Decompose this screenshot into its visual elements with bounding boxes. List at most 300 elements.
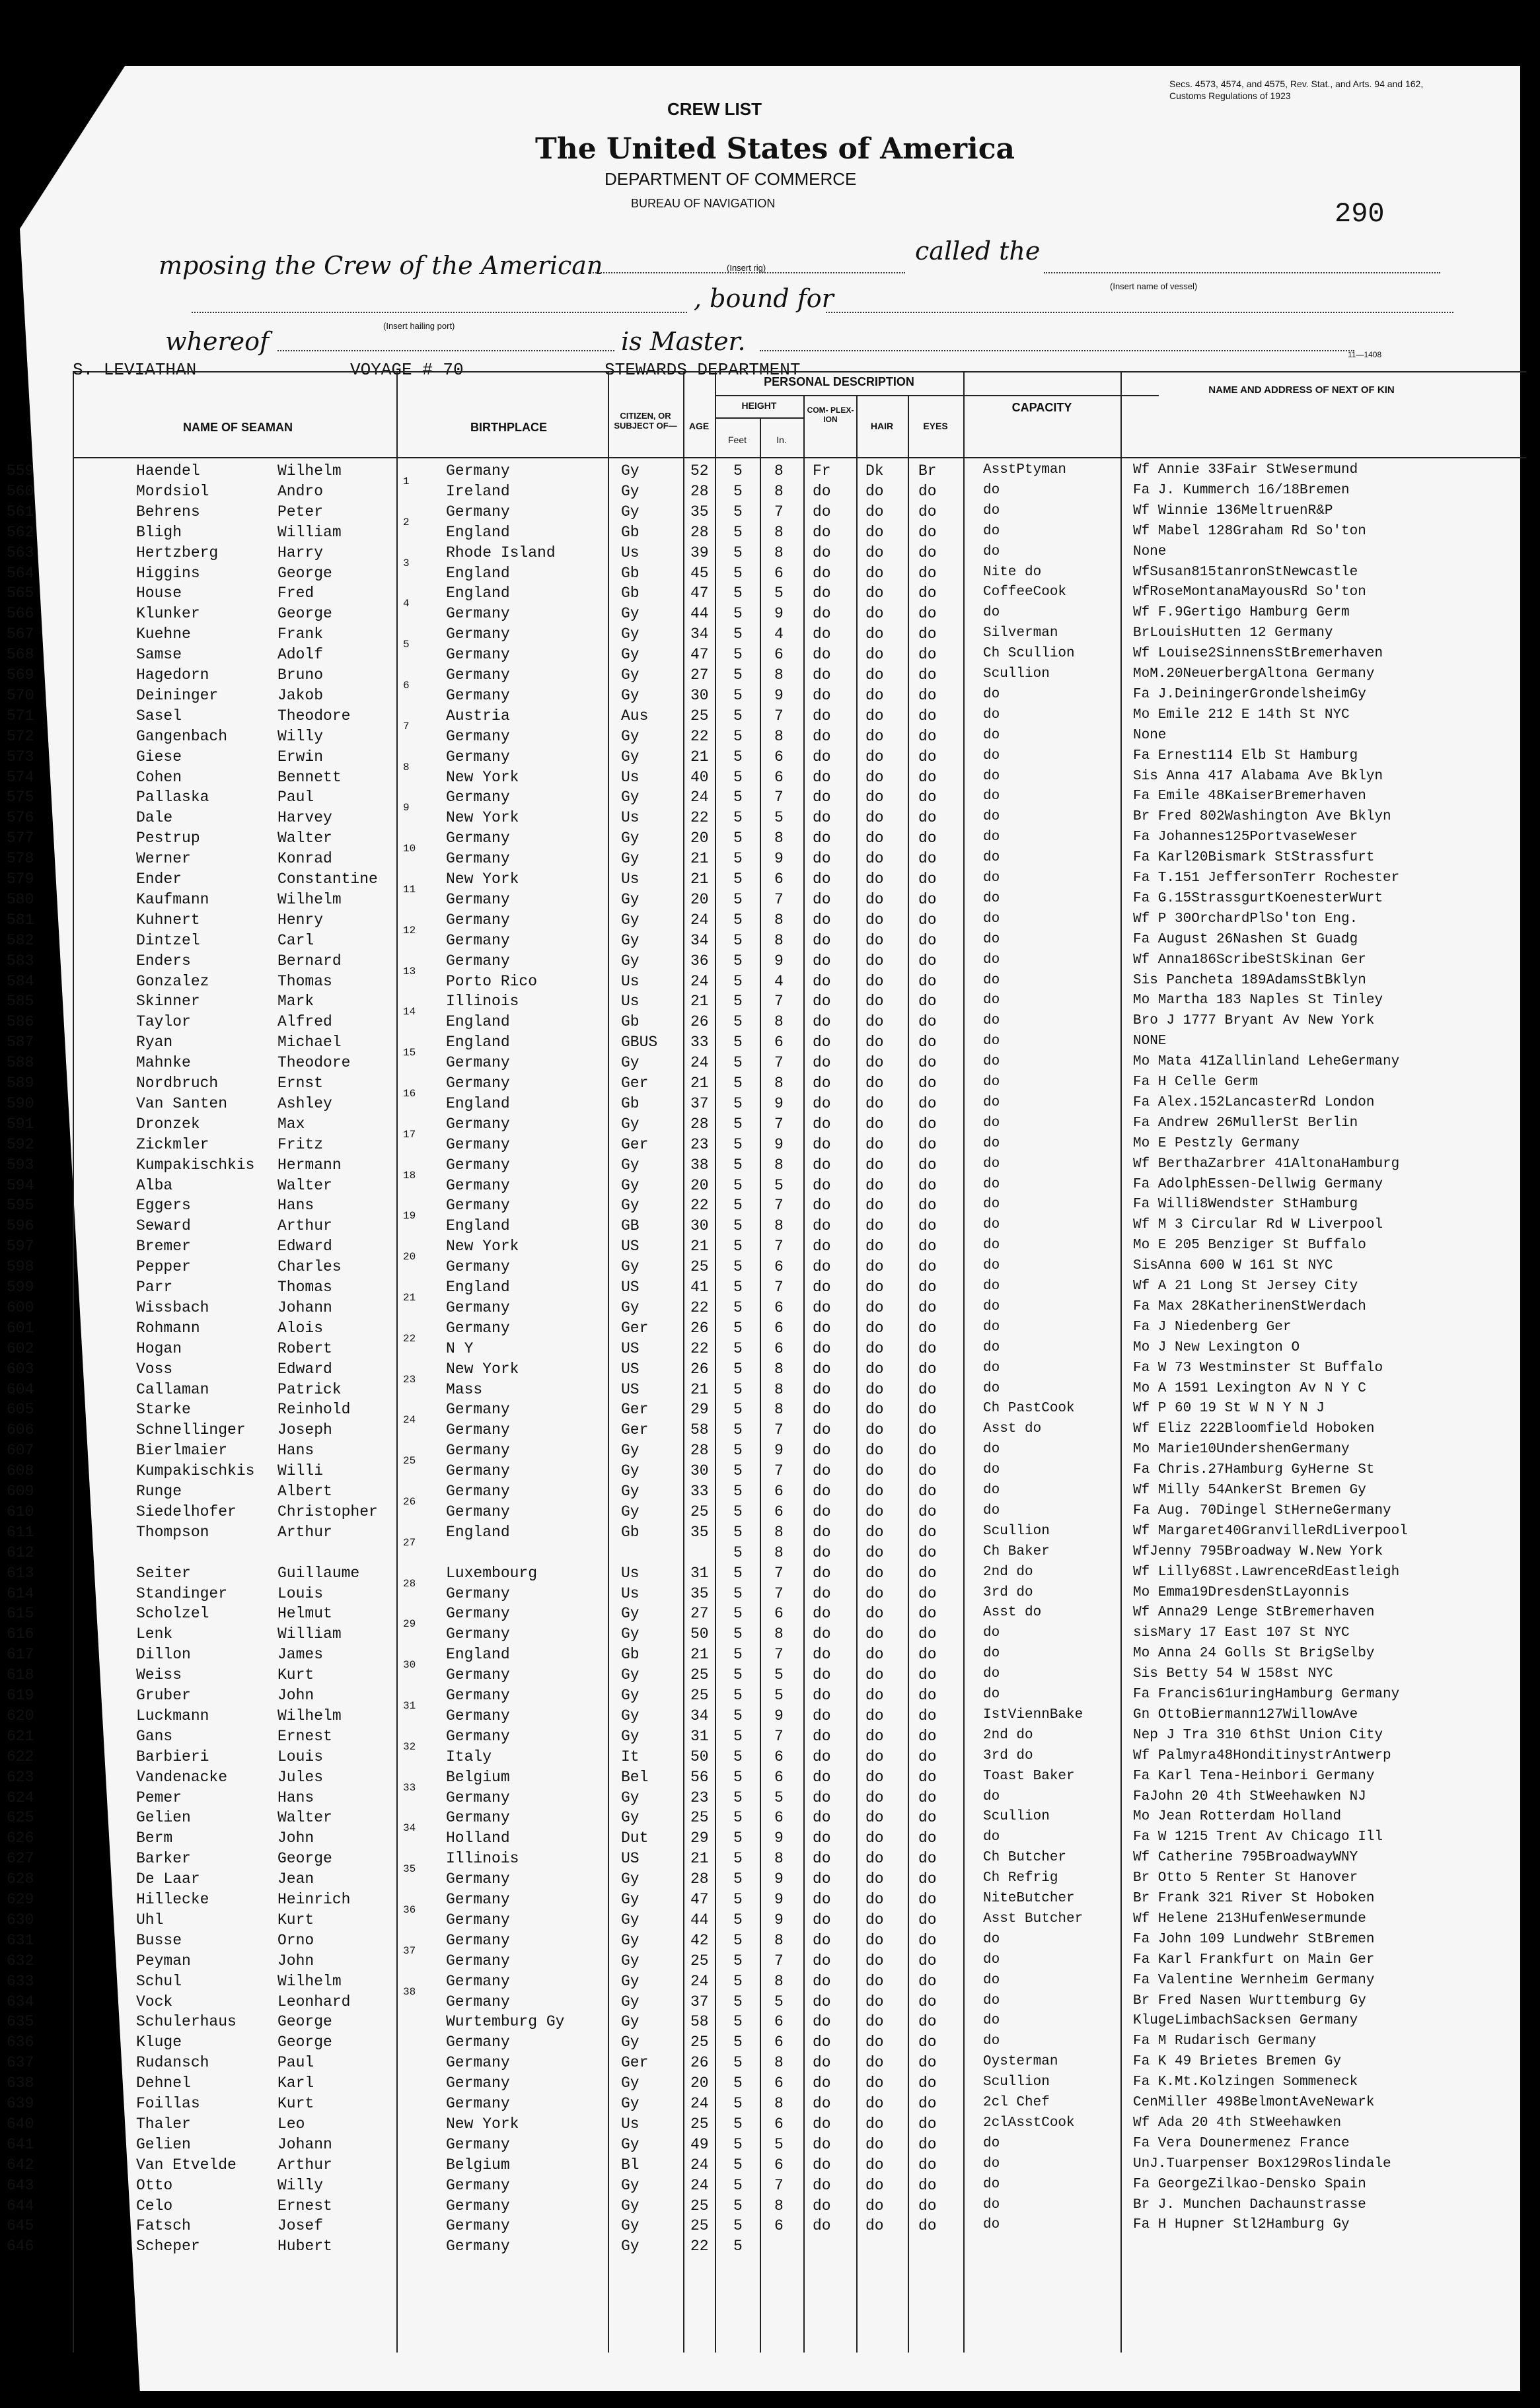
hair: do — [865, 1115, 884, 1133]
next-of-kin: Fa Karl Tena-Heinbori Germany — [1133, 1768, 1375, 1784]
capacity: do — [983, 1931, 1000, 1947]
birthplace: Germany — [446, 1258, 510, 1276]
hair: do — [865, 1727, 884, 1745]
eyes: do — [918, 1238, 937, 1256]
crew-row — [7, 1829, 1539, 1847]
crew-row — [7, 830, 1539, 847]
hair: do — [865, 646, 884, 664]
line-number: 646 — [7, 2238, 34, 2255]
line-number: 614 — [7, 1584, 34, 1602]
margin-mark: 28 — [403, 1577, 416, 1590]
birthplace: Germany — [446, 1870, 510, 1888]
complexion: do — [813, 1034, 831, 1051]
eyes: do — [918, 1564, 937, 1582]
hair: do — [865, 1809, 884, 1827]
age: 22 — [690, 2238, 709, 2255]
surname: Behrens — [136, 503, 200, 520]
height-inches: 8 — [774, 2095, 784, 2112]
margin-mark: 1 — [403, 476, 410, 487]
height-feet: 5 — [733, 1075, 743, 1092]
capacity: do — [983, 1034, 1000, 1049]
complexion: do — [813, 1707, 831, 1724]
capacity: do — [983, 1054, 1000, 1070]
crew-row — [7, 850, 1539, 868]
surname: Haendel — [136, 462, 200, 479]
age: 35 — [690, 1523, 709, 1541]
height-feet: 5 — [733, 1319, 743, 1337]
next-of-kin: Fa W 1215 Trent Av Chicago Ill — [1133, 1829, 1383, 1845]
next-of-kin: Fa Johannes125PortvaseWeser — [1133, 830, 1358, 845]
crew-table — [7, 371, 1526, 2353]
citizenship: Gy — [621, 1483, 640, 1500]
given-name: Kurt — [277, 1666, 314, 1684]
birthplace: Belgium — [446, 2156, 510, 2174]
given-name: John — [277, 1687, 314, 1704]
next-of-kin: Fa Vera Dounermenez France — [1133, 2135, 1350, 2151]
surname: Kuhnert — [136, 911, 200, 929]
next-of-kin: Fa Francis61uringHamburg Germany — [1133, 1687, 1400, 1702]
age: 30 — [690, 1217, 709, 1235]
height-feet: 5 — [733, 1197, 743, 1215]
next-of-kin: Fa August 26Nashen St Guadg — [1133, 931, 1358, 947]
eyes: do — [918, 1197, 937, 1215]
crew-row — [7, 1646, 1539, 1664]
height-inches: 5 — [774, 1176, 784, 1194]
complexion: do — [813, 1993, 831, 2010]
height-feet: 5 — [733, 1054, 743, 1072]
citizenship: Gy — [621, 1115, 640, 1133]
next-of-kin: Wf Ada 20 4th StWeehawken — [1133, 2115, 1342, 2131]
birthplace: Germany — [446, 1115, 510, 1133]
line-number: 599 — [7, 1279, 34, 1296]
eyes: do — [918, 1380, 937, 1398]
eyes: do — [918, 1870, 937, 1888]
next-of-kin: Fa Aug. 70Dingel StHerneGermany — [1133, 1503, 1391, 1518]
hair: do — [865, 768, 884, 786]
next-of-kin: Fa Emile 48KaiserBremerhaven — [1133, 789, 1366, 804]
given-name: Willi — [277, 1462, 324, 1480]
age: 44 — [690, 1911, 709, 1929]
eyes: do — [918, 1013, 937, 1031]
line-number: 562 — [7, 523, 34, 541]
citizenship: Gb — [621, 1646, 640, 1664]
citizenship: US — [621, 1360, 640, 1378]
complexion: do — [813, 584, 831, 602]
height-feet: 5 — [733, 1972, 743, 1990]
hair: do — [865, 1748, 884, 1765]
crew-row — [7, 1258, 1539, 1276]
given-name: George — [277, 605, 332, 623]
margin-mark: 26 — [403, 1496, 416, 1508]
capacity: IstViennBake — [983, 1707, 1083, 1722]
line-number: 576 — [7, 809, 34, 827]
height-inches: 8 — [774, 931, 784, 949]
hair: do — [865, 1768, 884, 1786]
height-inches: 9 — [774, 1829, 784, 1847]
hair: do — [865, 748, 884, 765]
given-name: Harvey — [277, 809, 332, 827]
complexion: do — [813, 707, 831, 725]
capacity: do — [983, 1483, 1000, 1498]
citizenship: Gy — [621, 727, 640, 745]
height-inches: 6 — [774, 2217, 784, 2235]
hair: do — [865, 890, 884, 908]
line-number: 618 — [7, 1666, 34, 1684]
line-number: 626 — [7, 1829, 34, 1847]
age: 47 — [690, 1891, 709, 1908]
capacity: do — [983, 1625, 1000, 1641]
complexion: do — [813, 1176, 831, 1194]
margin-mark: 2 — [403, 516, 410, 528]
crew-row — [7, 1421, 1539, 1439]
capacity: 2nd do — [983, 1727, 1033, 1743]
citizenship: Gy — [621, 2135, 640, 2153]
capacity: do — [983, 1298, 1000, 1314]
height-feet: 5 — [733, 625, 743, 643]
height-inches: 9 — [774, 850, 784, 868]
height-inches: 6 — [774, 646, 784, 664]
crew-row — [7, 972, 1539, 990]
age: 24 — [690, 2176, 709, 2194]
citizenship: Gy — [621, 1666, 640, 1684]
hair: do — [865, 2156, 884, 2174]
height-inches: 6 — [774, 2156, 784, 2174]
next-of-kin: Sis Anna 417 Alabama Ave Bklyn — [1133, 768, 1383, 784]
capacity: do — [983, 768, 1000, 784]
surname: Hogan — [136, 1339, 182, 1357]
margin-mark: 7 — [403, 720, 410, 732]
col-citizen-header: CITIZEN, OR SUBJECT OF— — [614, 411, 677, 431]
eyes: do — [918, 686, 937, 704]
given-name: Louis — [277, 1584, 324, 1602]
surname: Skinner — [136, 993, 200, 1010]
birthplace: Germany — [446, 1054, 510, 1072]
margin-mark: 22 — [403, 1332, 416, 1345]
age: 41 — [690, 1279, 709, 1296]
crew-row — [7, 1442, 1539, 1460]
birthplace: Porto Rico — [446, 972, 538, 990]
next-of-kin: Fa H Celle Germ — [1133, 1075, 1259, 1090]
next-of-kin: WfJenny 795Broadway W.New York — [1133, 1543, 1383, 1559]
citizenship: Gy — [621, 686, 640, 704]
height-inches: 8 — [774, 2054, 784, 2072]
crew-row — [7, 2013, 1539, 2031]
eyes: do — [918, 1666, 937, 1684]
hair: do — [865, 1543, 884, 1561]
next-of-kin: Fa John 109 Lundwehr StBremen — [1133, 1931, 1375, 1947]
surname: Seward — [136, 1217, 191, 1235]
height-feet: 5 — [733, 1217, 743, 1235]
hair: do — [865, 1931, 884, 1949]
height-inches: 9 — [774, 1891, 784, 1908]
capacity: 3rd do — [983, 1748, 1033, 1763]
citizenship: Gy — [621, 482, 640, 500]
surname: Celo — [136, 2197, 173, 2214]
surname: Vock — [136, 1993, 173, 2010]
hair: do — [865, 1319, 884, 1337]
eyes: do — [918, 625, 937, 643]
citizenship: Gy — [621, 1156, 640, 1174]
citizenship: It — [621, 1748, 640, 1765]
height-feet: 5 — [733, 2197, 743, 2214]
complexion: do — [813, 1135, 831, 1153]
complexion: do — [813, 1687, 831, 1704]
height-inches: 7 — [774, 1584, 784, 1602]
birthplace: Germany — [446, 1972, 510, 1990]
hair: do — [865, 789, 884, 806]
crew-row — [7, 523, 1539, 541]
citizenship: US — [621, 1850, 640, 1868]
height-feet: 5 — [733, 1891, 743, 1908]
hair: do — [865, 1462, 884, 1480]
height-feet: 5 — [733, 1564, 743, 1582]
birthplace: Ireland — [446, 482, 510, 500]
capacity: do — [983, 1197, 1000, 1213]
surname: Lenk — [136, 1625, 173, 1643]
crew-row — [7, 952, 1539, 970]
age: 21 — [690, 748, 709, 765]
eyes: do — [918, 1339, 937, 1357]
next-of-kin: Mo A 1591 Lexington Av N Y C — [1133, 1380, 1366, 1396]
complexion: do — [813, 625, 831, 643]
birthplace: England — [446, 584, 510, 602]
height-feet: 5 — [733, 1625, 743, 1643]
hair: do — [865, 1298, 884, 1316]
age: 58 — [690, 2013, 709, 2031]
citizenship: Gy — [621, 2013, 640, 2031]
height-inches: 6 — [774, 1339, 784, 1357]
height-inches: 8 — [774, 544, 784, 561]
height-inches: 8 — [774, 830, 784, 847]
given-name: Orno — [277, 1931, 314, 1949]
birthplace: Germany — [446, 830, 510, 847]
citizenship: Gy — [621, 666, 640, 684]
crew-row — [7, 646, 1539, 664]
age: 27 — [690, 1605, 709, 1623]
given-name: Jean — [277, 1870, 314, 1888]
next-of-kin: Wf Eliz 222Bloomfield Hoboken — [1133, 1421, 1375, 1437]
age: 35 — [690, 503, 709, 520]
surname: Cohen — [136, 768, 182, 786]
complexion: do — [813, 890, 831, 908]
birthplace: Germany — [446, 625, 510, 643]
eyes: do — [918, 1094, 937, 1112]
surname: Samse — [136, 646, 182, 664]
citizenship: Us — [621, 1564, 640, 1582]
line-number: 568 — [7, 646, 34, 664]
hair: do — [865, 931, 884, 949]
height-feet: 5 — [733, 768, 743, 786]
hair: do — [865, 1625, 884, 1643]
surname: Van Etvelde — [136, 2156, 237, 2174]
citizenship: Ger — [621, 1421, 649, 1439]
surname: Bierlmaier — [136, 1442, 228, 1460]
capacity: do — [983, 993, 1000, 1009]
hair: do — [865, 2034, 884, 2051]
complexion: do — [813, 2197, 831, 2214]
given-name: Joseph — [277, 1421, 332, 1439]
surname: Fatsch — [136, 2217, 191, 2235]
height-feet: 5 — [733, 2238, 743, 2255]
surname: Seiter — [136, 1564, 191, 1582]
eyes: do — [918, 2197, 937, 2214]
statute-note: Secs. 4573, 4574, and 4575, Rev. Stat., and Arts. 94 and 162, Customs Regulations of 1923 — [1169, 79, 1424, 101]
height-feet: 5 — [733, 2013, 743, 2031]
capacity: do — [983, 1279, 1000, 1294]
line-number: 644 — [7, 2197, 34, 2214]
line-number: 588 — [7, 1054, 34, 1072]
citizenship: Gy — [621, 1707, 640, 1724]
height-feet: 5 — [733, 503, 743, 520]
height-feet: 5 — [733, 1605, 743, 1623]
height-feet: 5 — [733, 1013, 743, 1031]
eyes: do — [918, 1584, 937, 1602]
height-inches: 8 — [774, 1850, 784, 1868]
given-name: Johann — [277, 1298, 332, 1316]
height-feet: 5 — [733, 1421, 743, 1439]
next-of-kin: Br Fred Nasen Wurttemburg Gy — [1133, 1993, 1366, 2008]
capacity: do — [983, 972, 1000, 988]
age: 23 — [690, 1135, 709, 1153]
eyes: do — [918, 1034, 937, 1051]
given-name: Arthur — [277, 2156, 332, 2174]
next-of-kin: Mo Emile 212 E 14th St NYC — [1133, 707, 1350, 723]
next-of-kin: Fa K.Mt.Kolzingen Sommeneck — [1133, 2074, 1358, 2090]
complexion: do — [813, 1523, 831, 1541]
citizenship: Gy — [621, 1197, 640, 1215]
line-number: 579 — [7, 870, 34, 888]
birthplace: Germany — [446, 1197, 510, 1215]
capacity: AsstPtyman — [983, 462, 1067, 478]
hair: do — [865, 1360, 884, 1378]
height-feet: 5 — [733, 1298, 743, 1316]
hair: do — [865, 1707, 884, 1724]
height-inches: 7 — [774, 1421, 784, 1439]
birthplace: Germany — [446, 1503, 510, 1520]
whereof-label: whereof — [165, 327, 270, 356]
birthplace: Germany — [446, 1687, 510, 1704]
height-feet: 5 — [733, 870, 743, 888]
line-number: 587 — [7, 1034, 34, 1051]
margin-mark: 6 — [403, 680, 410, 691]
given-name: Bernard — [277, 952, 342, 970]
height-feet: 5 — [733, 1115, 743, 1133]
hair: do — [865, 1605, 884, 1623]
margin-mark: 13 — [403, 965, 416, 977]
next-of-kin: Wf Mabel 128Graham Rd So'ton — [1133, 523, 1366, 539]
surname: Voss — [136, 1360, 173, 1378]
next-of-kin: Wf Louise2SinnensStBremerhaven — [1133, 646, 1383, 662]
given-name: Fritz — [277, 1135, 324, 1153]
citizenship: Gb — [621, 584, 640, 602]
next-of-kin: Wf P 30OrchardPlSo'ton Eng. — [1133, 911, 1358, 927]
given-name: William — [277, 1625, 342, 1643]
height-inches: 6 — [774, 1503, 784, 1520]
surname: Eggers — [136, 1197, 191, 1215]
hair: do — [865, 1401, 884, 1419]
capacity: 2cl Chef — [983, 2095, 1050, 2110]
capacity: do — [983, 1972, 1000, 1988]
eyes: do — [918, 830, 937, 847]
next-of-kin: Nep J Tra 310 6thSt Union City — [1133, 1727, 1383, 1743]
given-name: Michael — [277, 1034, 342, 1051]
next-of-kin: Wf BerthaZarbrer 41AltonaHamburg — [1133, 1156, 1400, 1172]
next-of-kin: Fa J. Kummerch 16/18Bremen — [1133, 482, 1350, 498]
next-of-kin: Fa AdolphEssen-Dellwig Germany — [1133, 1176, 1383, 1192]
given-name: Walter — [277, 830, 332, 847]
complexion: do — [813, 2074, 831, 2092]
height-inches: 7 — [774, 1952, 784, 1969]
surname: Deininger — [136, 686, 219, 704]
crew-row — [7, 1911, 1539, 1929]
hair: do — [865, 809, 884, 827]
capacity: Asst do — [983, 1421, 1042, 1437]
birthplace: Luxembourg — [446, 1564, 538, 1582]
eyes: do — [918, 1523, 937, 1541]
age: 29 — [690, 1401, 709, 1419]
height-inches: 8 — [774, 1625, 784, 1643]
next-of-kin: NONE — [1133, 1034, 1167, 1049]
margin-mark: 12 — [403, 924, 416, 937]
height-feet: 5 — [733, 523, 743, 541]
surname: Klunker — [136, 605, 200, 623]
eyes: do — [918, 1768, 937, 1786]
height-inches: 6 — [774, 1298, 784, 1316]
hair: do — [865, 1258, 884, 1276]
line-number: 570 — [7, 686, 34, 704]
height-feet: 5 — [733, 1360, 743, 1378]
crew-row — [7, 1197, 1539, 1215]
hair: do — [865, 1075, 884, 1092]
capacity: Scullion — [983, 1523, 1050, 1539]
complexion: do — [813, 1197, 831, 1215]
given-name: Thomas — [277, 1279, 332, 1296]
eyes: do — [918, 2217, 937, 2235]
surname: Pepper — [136, 1258, 191, 1276]
margin-mark: 11 — [403, 884, 416, 896]
complexion: do — [813, 523, 831, 541]
height-inches: 7 — [774, 2176, 784, 2194]
height-inches: 7 — [774, 1279, 784, 1296]
line-number: 645 — [7, 2217, 34, 2235]
eyes: do — [918, 2176, 937, 2194]
height-feet: 5 — [733, 1503, 743, 1520]
birthplace: Germany — [446, 646, 510, 664]
capacity: do — [983, 1339, 1000, 1355]
eyes: do — [918, 605, 937, 623]
given-name: Albert — [277, 1483, 332, 1500]
country-title: The United States of America — [535, 132, 1015, 166]
next-of-kin: Wf A 21 Long St Jersey City — [1133, 1279, 1358, 1294]
given-name: Heinrich — [277, 1891, 351, 1908]
hair: do — [865, 605, 884, 623]
complexion: do — [813, 1054, 831, 1072]
hair: do — [865, 482, 884, 500]
crew-row — [7, 1605, 1539, 1623]
age: 58 — [690, 1421, 709, 1439]
called-the-label: called the — [915, 236, 1041, 266]
height-inches: 9 — [774, 952, 784, 970]
eyes: do — [918, 1707, 937, 1724]
age: 31 — [690, 1564, 709, 1582]
birthplace: Germany — [446, 727, 510, 745]
surname: Otto — [136, 2176, 173, 2194]
line-number: 628 — [7, 1870, 34, 1888]
given-name: Jakob — [277, 686, 324, 704]
height-feet: 5 — [733, 1380, 743, 1398]
composing-line: mposing the Crew of the American — [159, 251, 603, 280]
birthplace: Germany — [446, 2074, 510, 2092]
